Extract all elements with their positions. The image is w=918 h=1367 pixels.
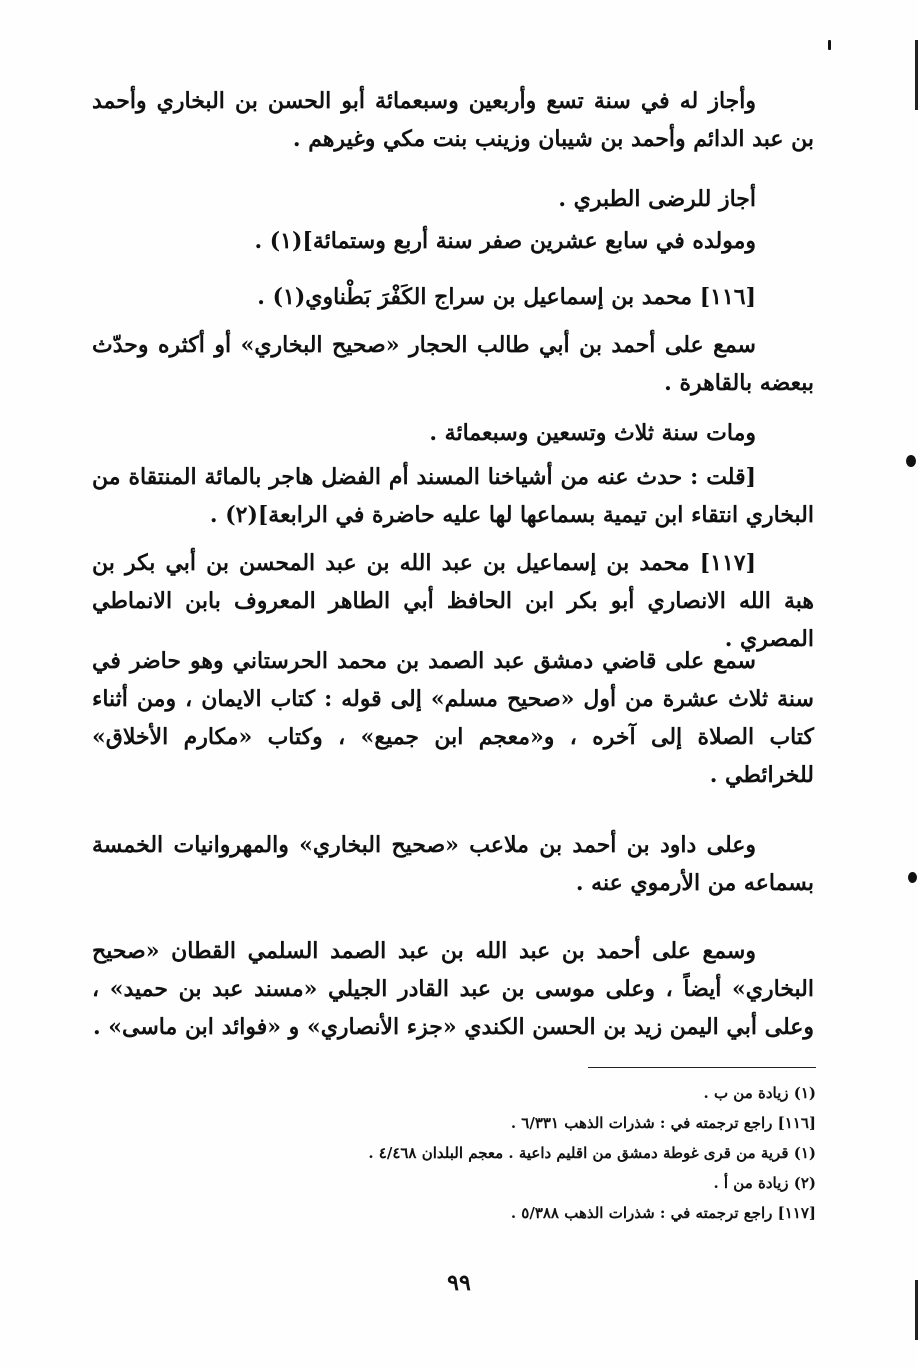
footnote-item: (١) قرية من قرى غوطة دمشق من اقليم داعية . معجم البلدان ٤/٤٦٨ . [368,1144,816,1162]
page-number: ٩٩ [447,1270,471,1296]
footnote-divider [588,1067,816,1068]
footnote-item: (١) زيادة من ب . [703,1084,816,1102]
paragraph-birth-date: ومولده في سابع عشرين صفر سنة أربع وستمائة](١) . [254,228,756,254]
scan-blot-mark [906,455,916,467]
entry-heading-116: [١١٦] محمد بن إسماعيل بن سراج الكَفْرَ بَطْناوي(١) . [257,284,756,310]
paragraph-117-qattan: وسمع على أحمد بن عبد الله بن عبد الصمد السلمي القطان «صحيح البخاري» أيضاً ، وعلى موسى بن عبد القادر الجيلي «مسند عبد بن حميد» ، وعلى أبي اليمن زيد بن الحسن الكندي «جزء الأنصاري» و «فوائد ابن ماسى» . [92,938,814,1040]
scan-blot-mark [908,872,917,883]
paragraph-116-death: ومات سنة ثلاث وتسعين وسبعمائة . [429,420,756,446]
paragraph-117-dawud: وعلى داود بن أحمد بن ملاعب «صحيح البخاري» والمهروانيات الخمسة بسماعه من الأرموي عنه . [92,832,814,896]
footnote-item: (٢) زيادة من أ . [713,1174,816,1192]
paragraph-ijaza: وأجاز له في سنة تسع وأربعين وسبعمائة أبو الحسن بن البخاري وأحمد بن عبد الدائم وأحمد بن شيبان وزينب بنت مكي وغيرهم . [92,88,814,152]
entry-heading-117: [١١٧] محمد بن إسماعيل بن عبد الله بن عبد المحسن بن أبي بكر بن هبة الله الانصاري أبو بكر ابن الحافظ أبي الطاهر المعروف بابن الانماطي المصري . [92,550,814,652]
scan-speck-mark [828,40,831,50]
paragraph-qultu: [قلت : حدث عنه من أشياخنا المسند أم الفضل هاجر بالمائة المنتقاة من البخاري انتقاء ابن تيمية بسماعها لها عليه حاضرة في الرابعة](٢) . [92,464,814,528]
footnote-item: [١١٦] راجع ترجمته في : شذرات الذهب ٦/٣٣١ . [510,1114,816,1132]
paragraph-ijaza-tabari: أجاز للرضى الطبري . [558,186,756,212]
paragraph-116-sama: سمع على أحمد بن أبي طالب الحجار «صحيح البخاري» أو أكثره وحدّث ببعضه بالقاهرة . [92,332,814,396]
paragraph-117-sama: سمع على قاضي دمشق عبد الصمد بن محمد الحرستاني وهو حاضر في سنة ثلاث عشرة من أول «صحيح مسلم» إلى قوله : كتاب الايمان ، ومن أثناء كتاب الصلاة إلى آخره ، و«معجم ابن جميع» ، وكتاب «مكارم الأخلاق» للخرائطي . [92,648,814,788]
footnote-item: [١١٧] راجع ترجمته في : شذرات الذهب ٥/٣٨٨ . [510,1204,816,1222]
footnotes-list [300,1078,816,1228]
